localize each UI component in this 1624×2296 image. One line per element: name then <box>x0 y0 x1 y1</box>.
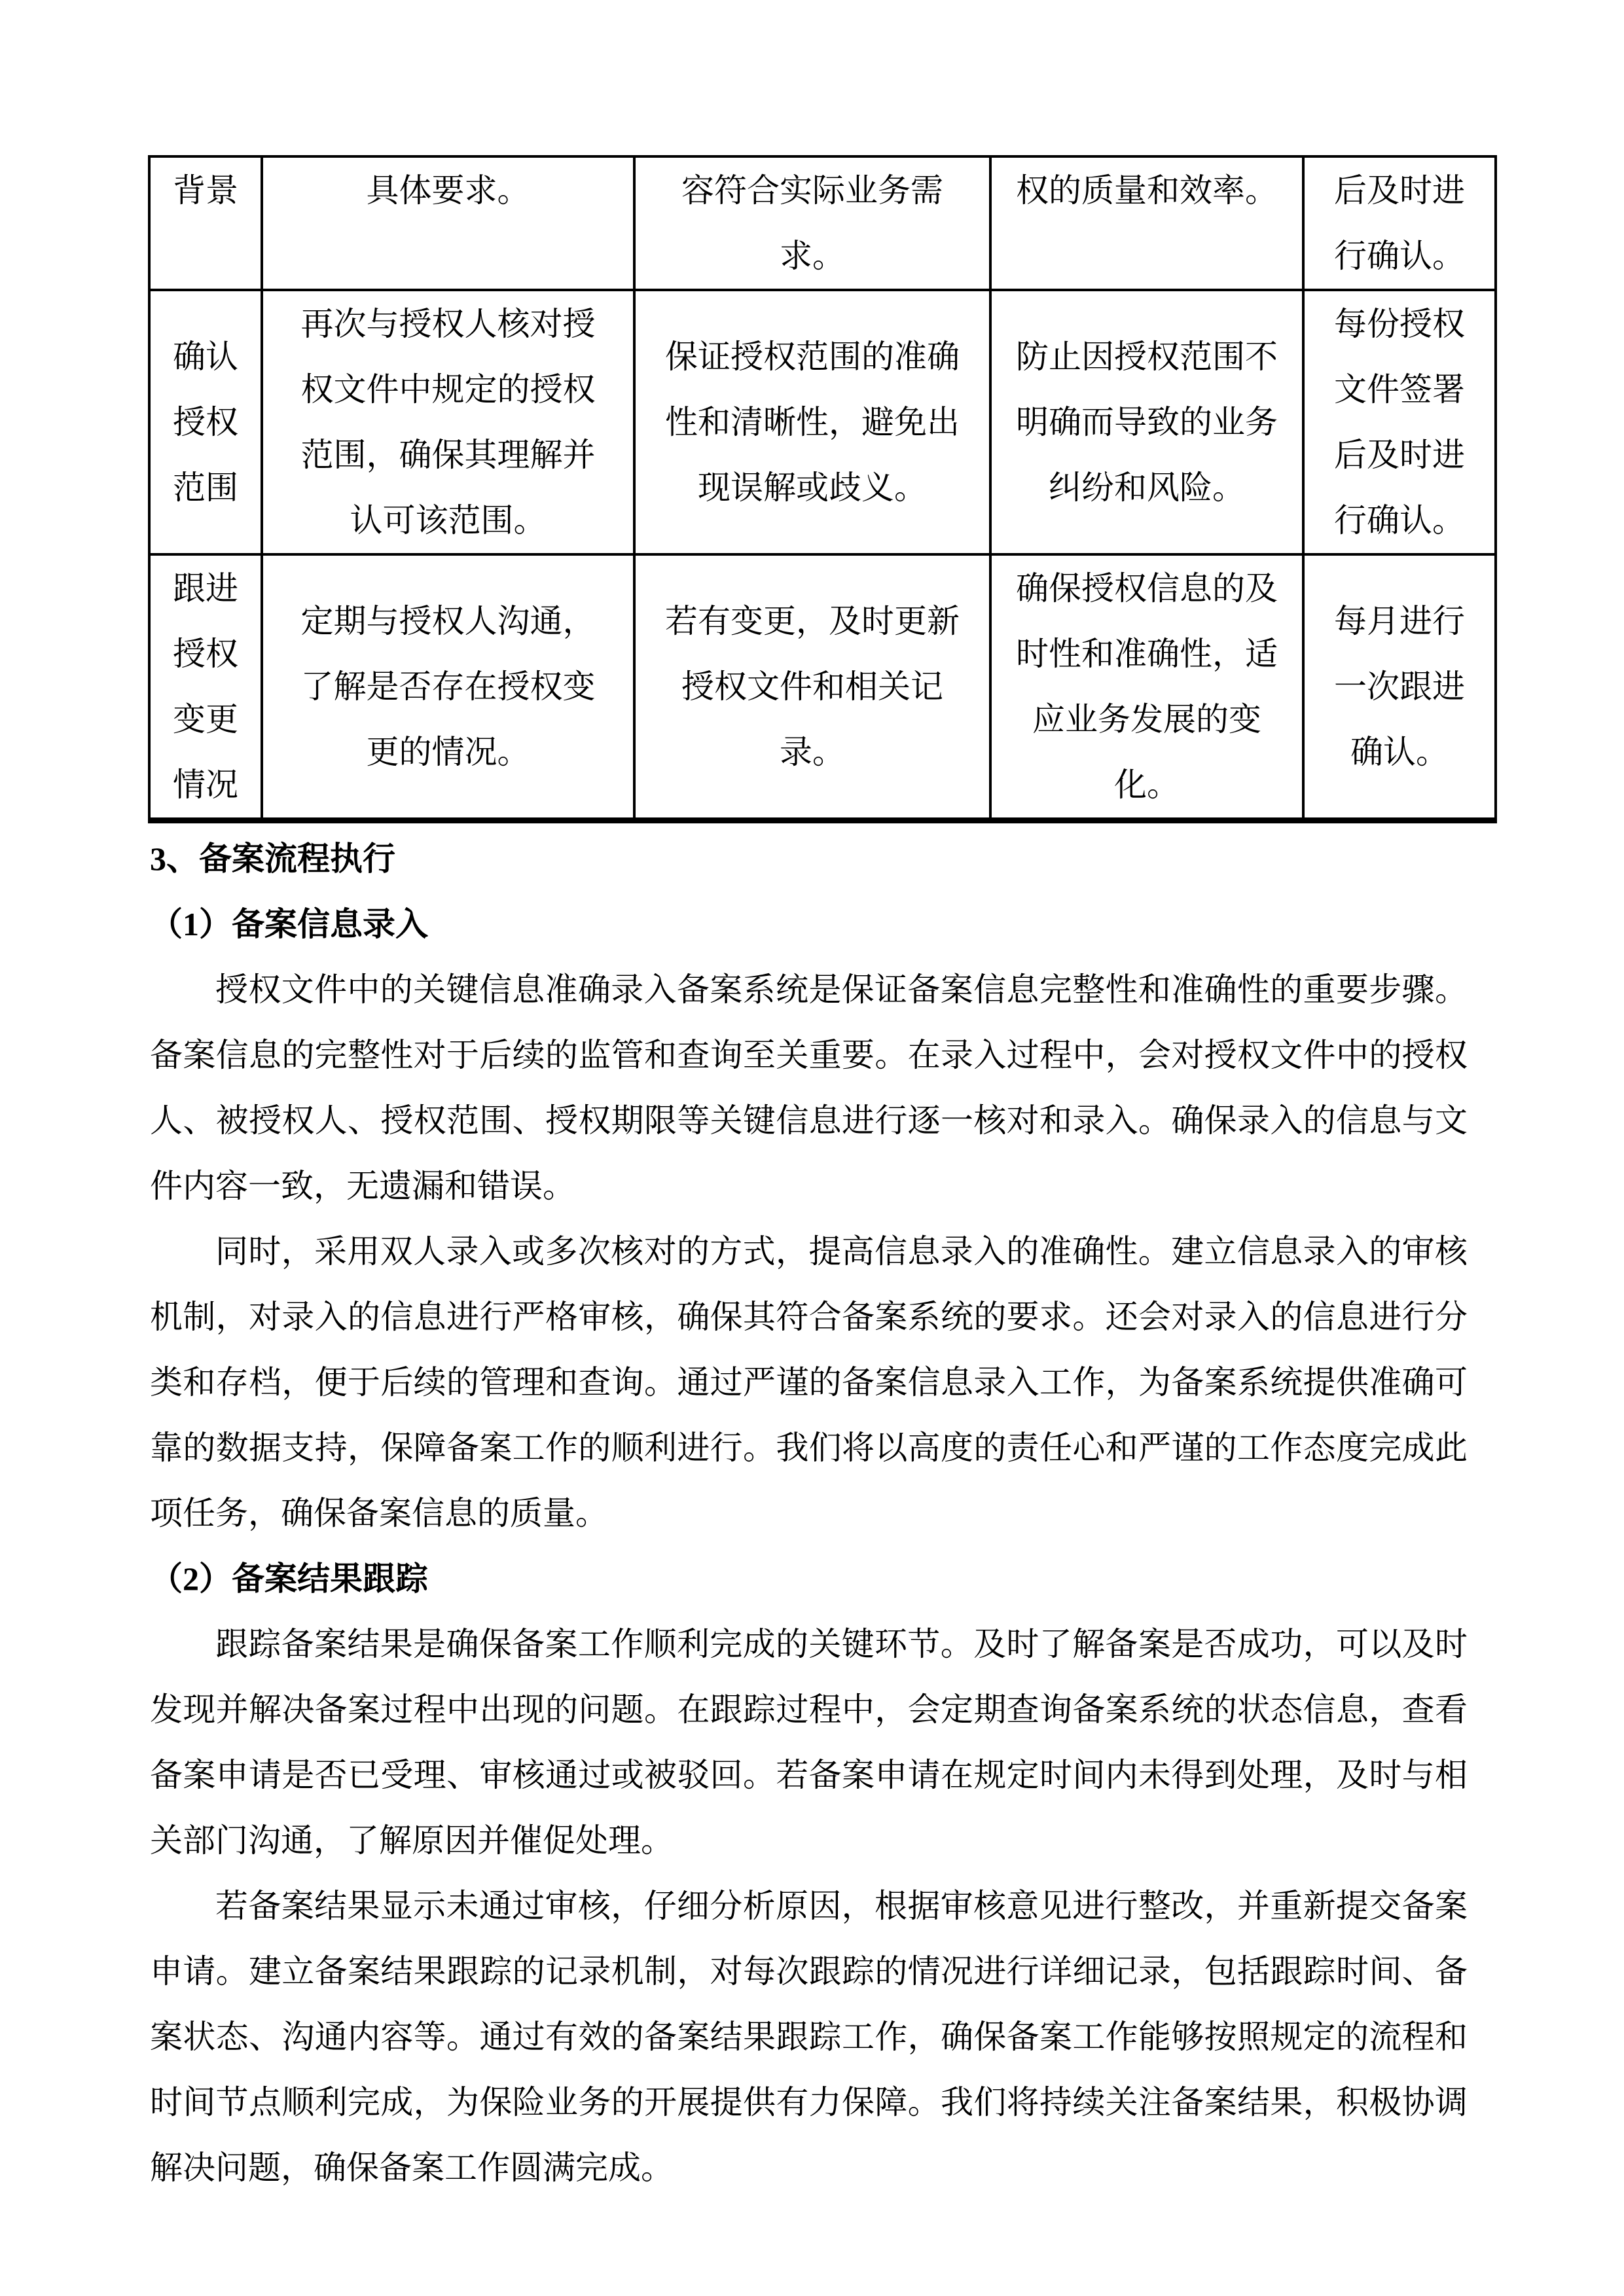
authorization-followup-table <box>148 155 1497 823</box>
table-cell: 确认授权范围 <box>149 290 262 554</box>
paragraph: 授权文件中的关键信息准确录入备案系统是保证备案信息完整性和准确性的重要步骤。备案信息的完整性对于后续的监管和查询至关重要。在录入过程中，会对授权文件中的授权人、被授权人、授权范围、授权期限等关键信息进行逐一核对和录入。确保录入的信息与文件内容一致，无遗漏和错误。 <box>150 971 1468 1204</box>
table-row <box>149 554 1496 821</box>
table-row <box>149 290 1496 554</box>
table-cell: 背景 <box>149 156 262 290</box>
table-cell: 再次与授权人核对授权文件中规定的授权范围，确保其理解并认可该范围。 <box>262 290 634 554</box>
table-cell: 跟进授权变更情况 <box>149 554 262 821</box>
table-cell: 定期与授权人沟通，了解是否存在授权变更的情况。 <box>262 554 634 821</box>
table-row <box>149 156 1496 290</box>
subsection-heading-1: （1）备案信息录入 <box>150 906 428 942</box>
document-body <box>150 826 1468 2200</box>
table-cell: 每份授权文件签署后及时进行确认。 <box>1303 290 1496 554</box>
table-cell: 保证授权范围的准确性和清晰性，避免出现误解或歧义。 <box>634 290 990 554</box>
table-cell: 权的质量和效率。 <box>990 156 1303 290</box>
subsection-heading-2: （2）备案结果跟踪 <box>150 1560 428 1597</box>
section-heading-3: 3、备案流程执行 <box>150 840 395 877</box>
table-cell: 防止因授权范围不明确而导致的业务纠纷和风险。 <box>990 290 1303 554</box>
table-cell: 若有变更，及时更新授权文件和相关记录。 <box>634 554 990 821</box>
table-cell: 确保授权信息的及时性和准确性，适应业务发展的变化。 <box>990 554 1303 821</box>
table-cell: 每月进行一次跟进确认。 <box>1303 554 1496 821</box>
paragraph: 同时，采用双人录入或多次核对的方式，提高信息录入的准确性。建立信息录入的审核机制，对录入的信息进行严格审核，确保其符合备案系统的要求。还会对录入的信息进行分类和存档，便于后续的管理和查询。通过严谨的备案信息录入工作，为备案系统提供准确可靠的数据支持，保障备案工作的顺利进行。我们将以高度的责任心和严谨的工作态度完成此项任务，确保备案信息的质量。 <box>150 1233 1468 1532</box>
table-cell: 容符合实际业务需求。 <box>634 156 990 290</box>
paragraph: 跟踪备案结果是确保备案工作顺利完成的关键环节。及时了解备案是否成功，可以及时发现并解决备案过程中出现的问题。在跟踪过程中，会定期查询备案系统的状态信息，查看备案申请是否已受理、审核通过或被驳回。若备案申请在规定时间内未得到处理，及时与相关部门沟通，了解原因并催促处理。 <box>150 1626 1468 1859</box>
paragraph: 若备案结果显示未通过审核，仔细分析原因，根据审核意见进行整改，并重新提交备案申请。建立备案结果跟踪的记录机制，对每次跟踪的情况进行详细记录，包括跟踪时间、备案状态、沟通内容等。通过有效的备案结果跟踪工作，确保备案工作能够按照规定的流程和时间节点顺利完成，为保险业务的开展提供有力保障。我们将持续关注备案结果，积极协调解决问题，确保备案工作圆满完成。 <box>150 1888 1468 2186</box>
table-cell: 后及时进行确认。 <box>1303 156 1496 290</box>
table-cell: 具体要求。 <box>262 156 634 290</box>
